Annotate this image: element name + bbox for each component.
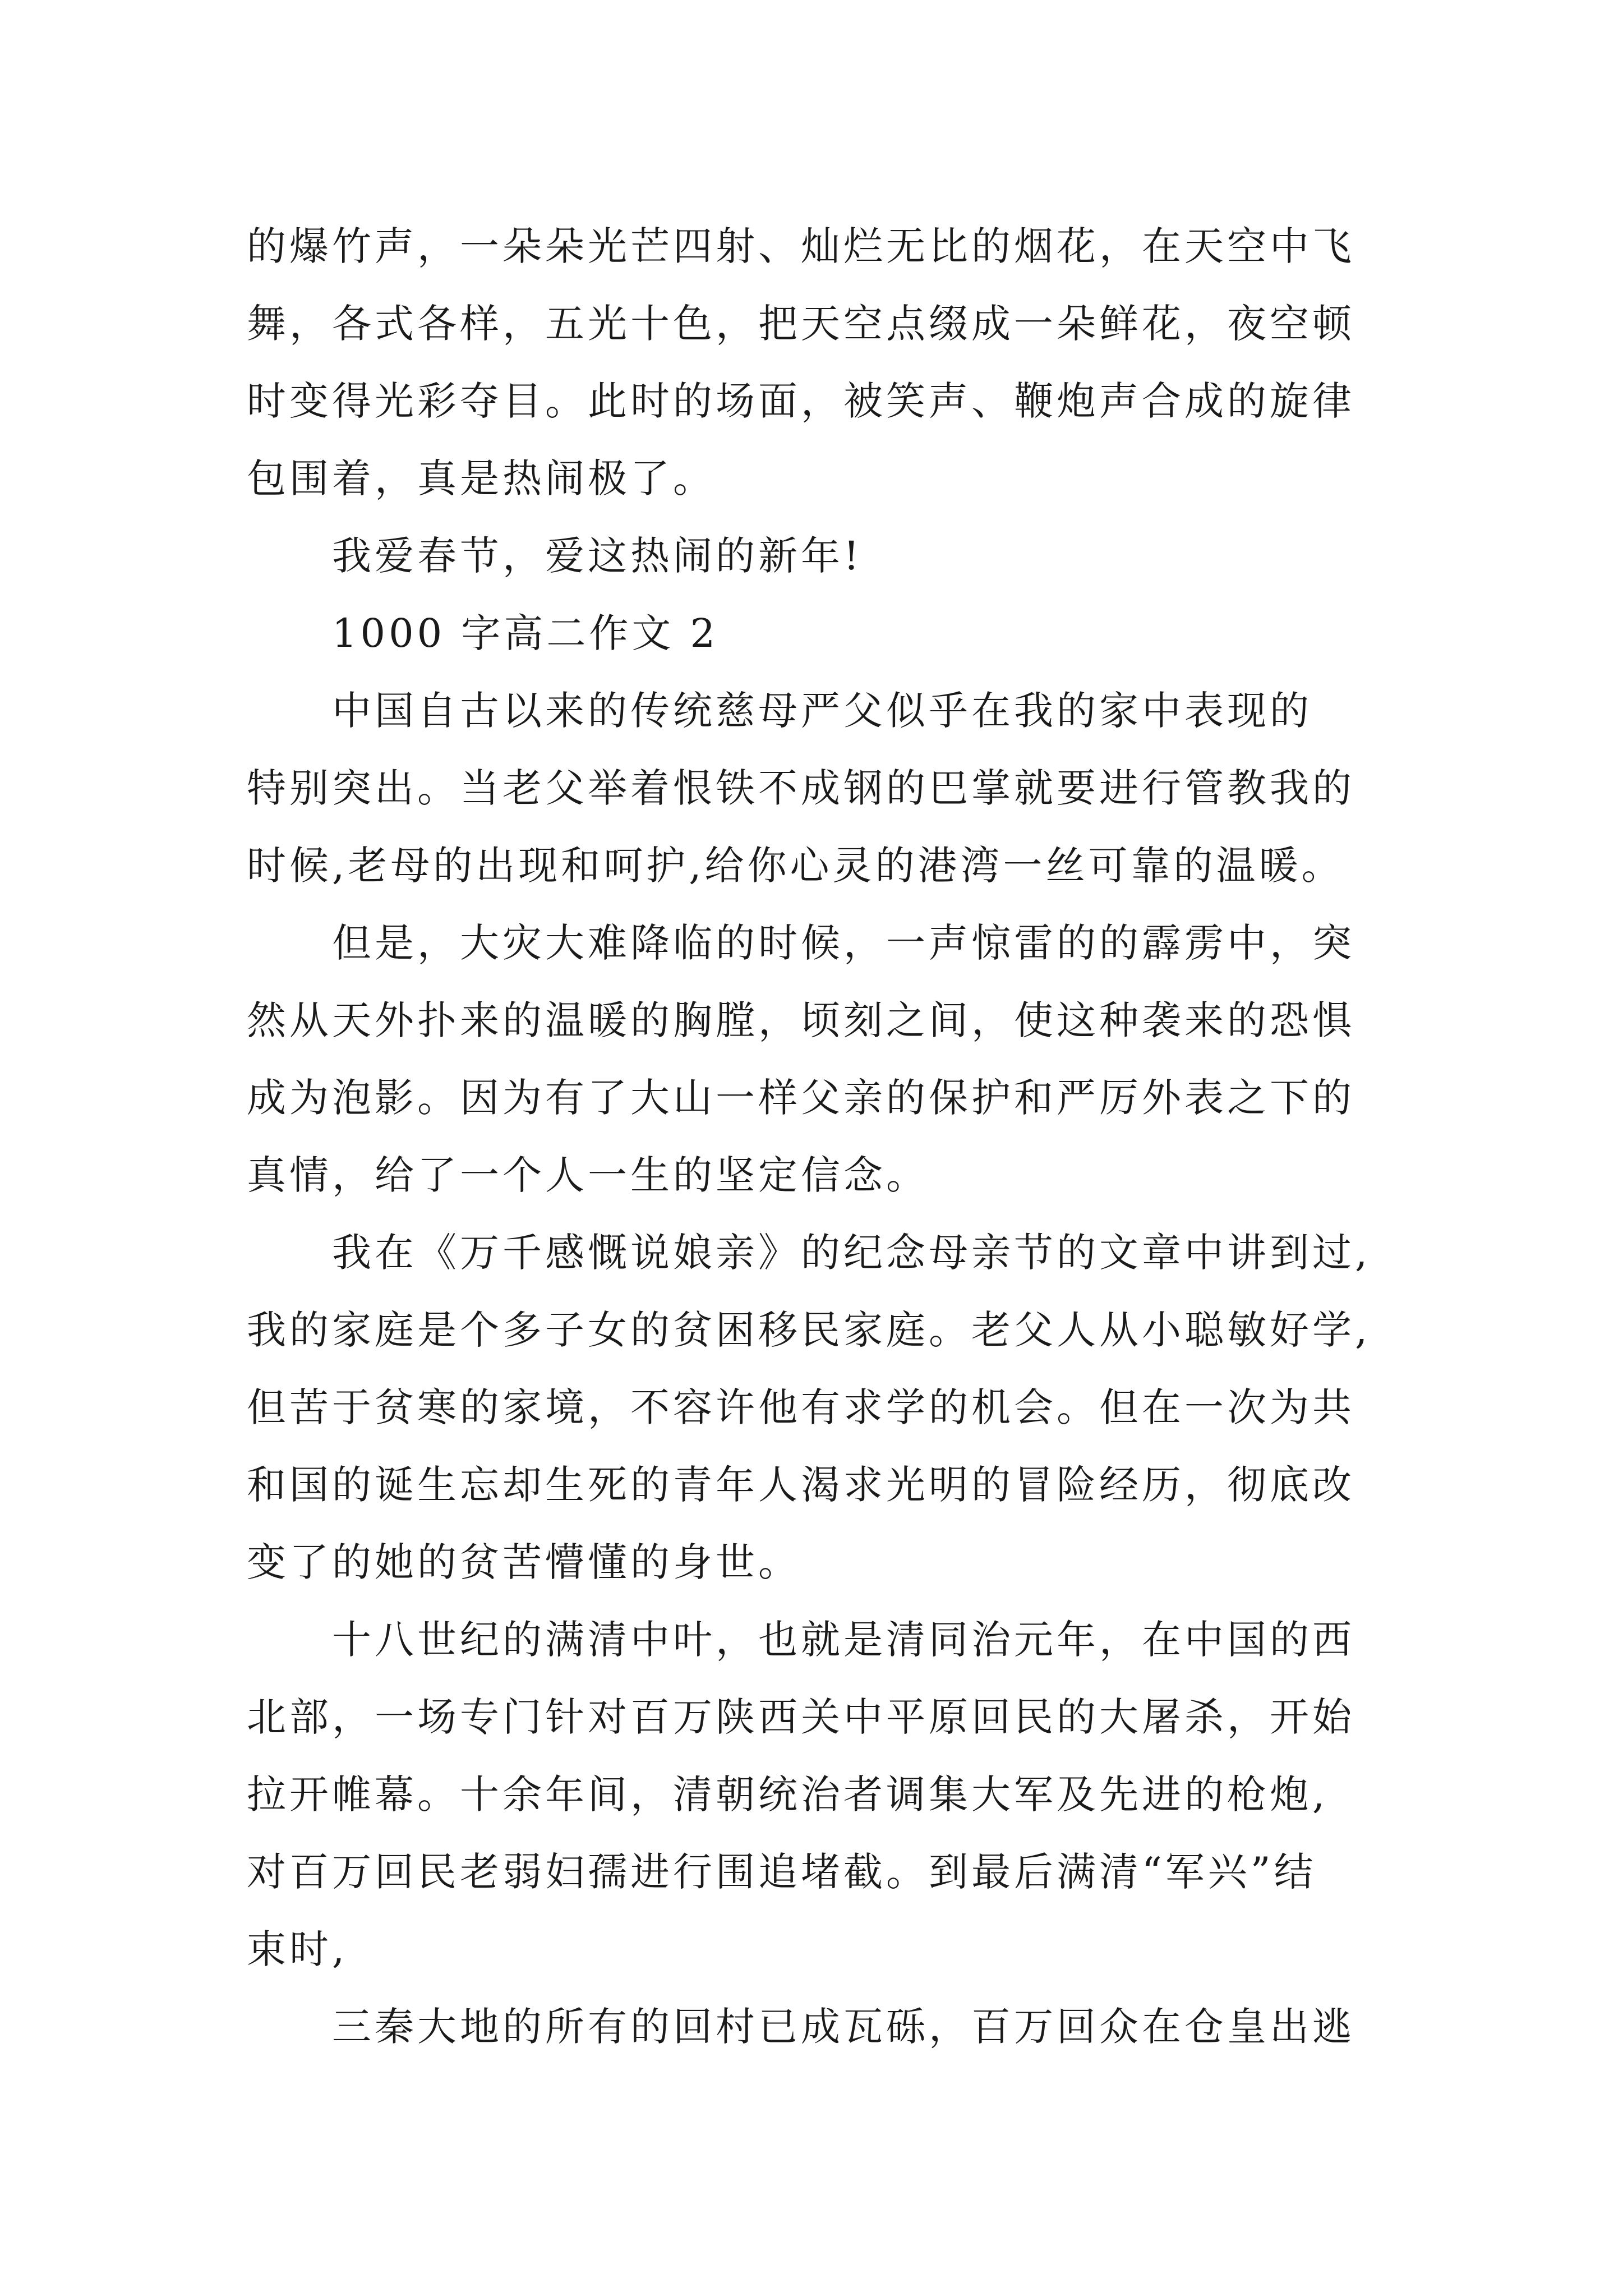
text-line: 但苦于贫寒的家境，不容许他有求学的机会。但在一次为共 bbox=[247, 1384, 1355, 1430]
text-line: 北部，一场专门针对百万陕西关中平原回民的大屠杀，开始 bbox=[247, 1694, 1355, 1740]
text-line: 然从天外扑来的温暖的胸膛，顷刻之间，使这种袭来的恐惧 bbox=[247, 997, 1355, 1043]
text-line: 十八世纪的满清中叶，也就是清同治元年，在中国的西 bbox=[332, 1617, 1355, 1663]
text-line: 时变得光彩夺目。此时的场面，被笑声、鞭炮声合成的旋律 bbox=[247, 378, 1355, 424]
text-line: 拉开帷幕。十余年间，清朝统治者调集大军及先进的枪炮, bbox=[247, 1772, 1329, 1818]
text-line: 对百万回民老弱妇孺进行围追堵截。到最后满清“军兴”结 bbox=[247, 1849, 1317, 1895]
text-line: 成为泡影。因为有了大山一样父亲的保护和严厉外表之下的 bbox=[247, 1075, 1355, 1121]
text-line: 我在《万千感慨说娘亲》的纪念母亲节的文章中讲到过, bbox=[332, 1230, 1371, 1276]
text-line: 变了的她的贫苦懵懂的身世。 bbox=[247, 1539, 801, 1585]
text-line: 时候,老母的出现和呵护,给你心灵的港湾一丝可靠的温暖。 bbox=[247, 843, 1344, 889]
text-line: 包围着，真是热闹极了。 bbox=[247, 455, 716, 501]
text-line: 中国自古以来的传统慈母严父似乎在我的家中表现的 bbox=[332, 688, 1312, 734]
text-line: 1000 字高二作文 2 bbox=[332, 610, 719, 656]
text-line: 我爱春节，爱这热闹的新年! bbox=[332, 533, 863, 579]
text-line: 的爆竹声，一朵朵光芒四射、灿烂无比的烟花，在天空中飞 bbox=[247, 223, 1355, 269]
text-line: 但是，大灾大难降临的时候，一声惊雷的的霹雳中，突 bbox=[332, 920, 1355, 966]
text-line: 真情，给了一个人一生的坚定信念。 bbox=[247, 1152, 929, 1198]
text-line: 和国的诞生忘却生死的青年人渴求光明的冒险经历，彻底改 bbox=[247, 1462, 1355, 1508]
text-line: 舞，各式各样，五光十色，把天空点缀成一朵鲜花，夜空顿 bbox=[247, 301, 1355, 347]
text-line: 特别突出。当老父举着恨铁不成钢的巴掌就要进行管教我的 bbox=[247, 765, 1355, 811]
document-body-text bbox=[247, 208, 1385, 2065]
text-line: 束时, bbox=[247, 1926, 348, 1972]
text-line: 三秦大地的所有的回村已成瓦砾，百万回众在仓皇出逃 bbox=[332, 2004, 1355, 2050]
text-line: 我的家庭是个多子女的贫困移民家庭。老父人从小聪敏好学, bbox=[247, 1307, 1371, 1353]
